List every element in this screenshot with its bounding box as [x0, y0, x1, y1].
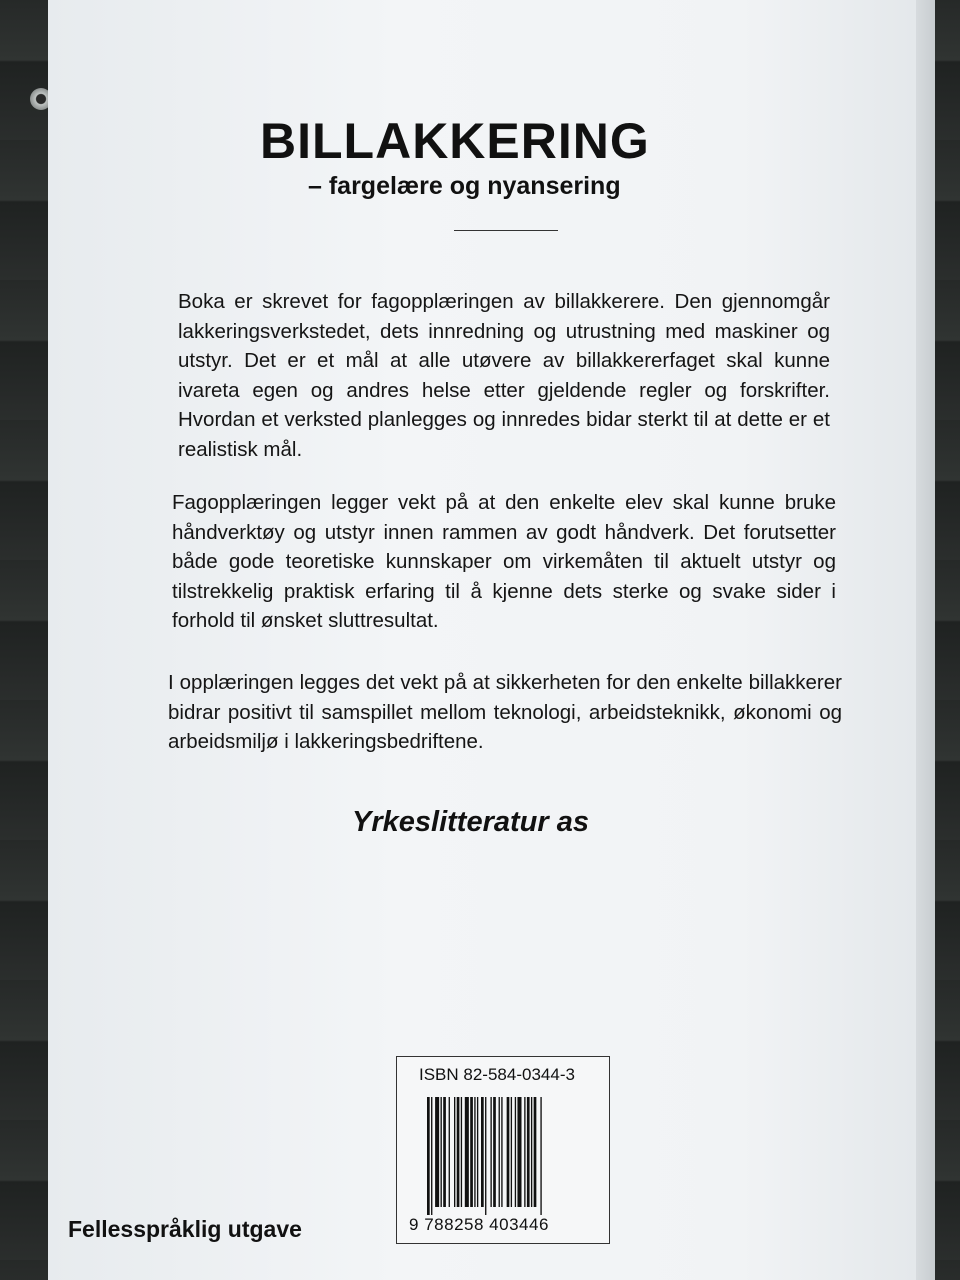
ean-right-group: 403446 — [489, 1215, 549, 1234]
blurb-paragraph-2: Fagopplæringen legger vekt på at den enkelte elev skal kunne bruke håndverktøy og utstyr innen rammen av godt håndverk. Det forutsetter både gode teoretiske kunnskaper om virkemåten til aktuelt utstyr og tilstrekkelig praktisk erfaring til å kjenne dets sterke og svake sider i forhold til ønsket sluttresultat. — [172, 491, 836, 632]
blurb-paragraph-3: I opplæringen legges det vekt på at sikkerheten for den enkelte billakkerer bidrar positivt til samspillet mellom teknologi, arbeidsteknikk, økonomi og arbeidsmiljø i lakkeringsbedriftene. — [168, 671, 842, 753]
isbn-label: ISBN 82-584-0344-3 — [419, 1065, 575, 1084]
barcode-icon — [427, 1097, 581, 1215]
book-title: BILLAKKERING — [260, 113, 650, 169]
blurb-paragraph-1: Boka er skrevet for fagopplæringen av billakkerere. Den gjennomgår lakkeringsverkstedet, dets innredning og utrustning med maskiner og utstyr. Det er et mål at alle utøvere av billakkererfaget skal kunne ivareta egen og andres helse etter gjeldende regler og forskrifter. Hvordan et verksted planlegges og innredes bidar sterkt til at dette er et realistisk mål. — [178, 290, 830, 461]
ean-number — [409, 1215, 549, 1235]
ean-first-digit: 9 — [409, 1215, 419, 1234]
publisher-name: Yrkeslitteratur as — [352, 806, 589, 838]
book-subtitle: – fargelære og nyansering — [308, 172, 621, 200]
divider — [454, 230, 558, 231]
barcode-box — [396, 1056, 610, 1244]
ean-left-group: 788258 — [424, 1215, 484, 1234]
edition-label: Fellesspråklig utgave — [68, 1216, 302, 1242]
